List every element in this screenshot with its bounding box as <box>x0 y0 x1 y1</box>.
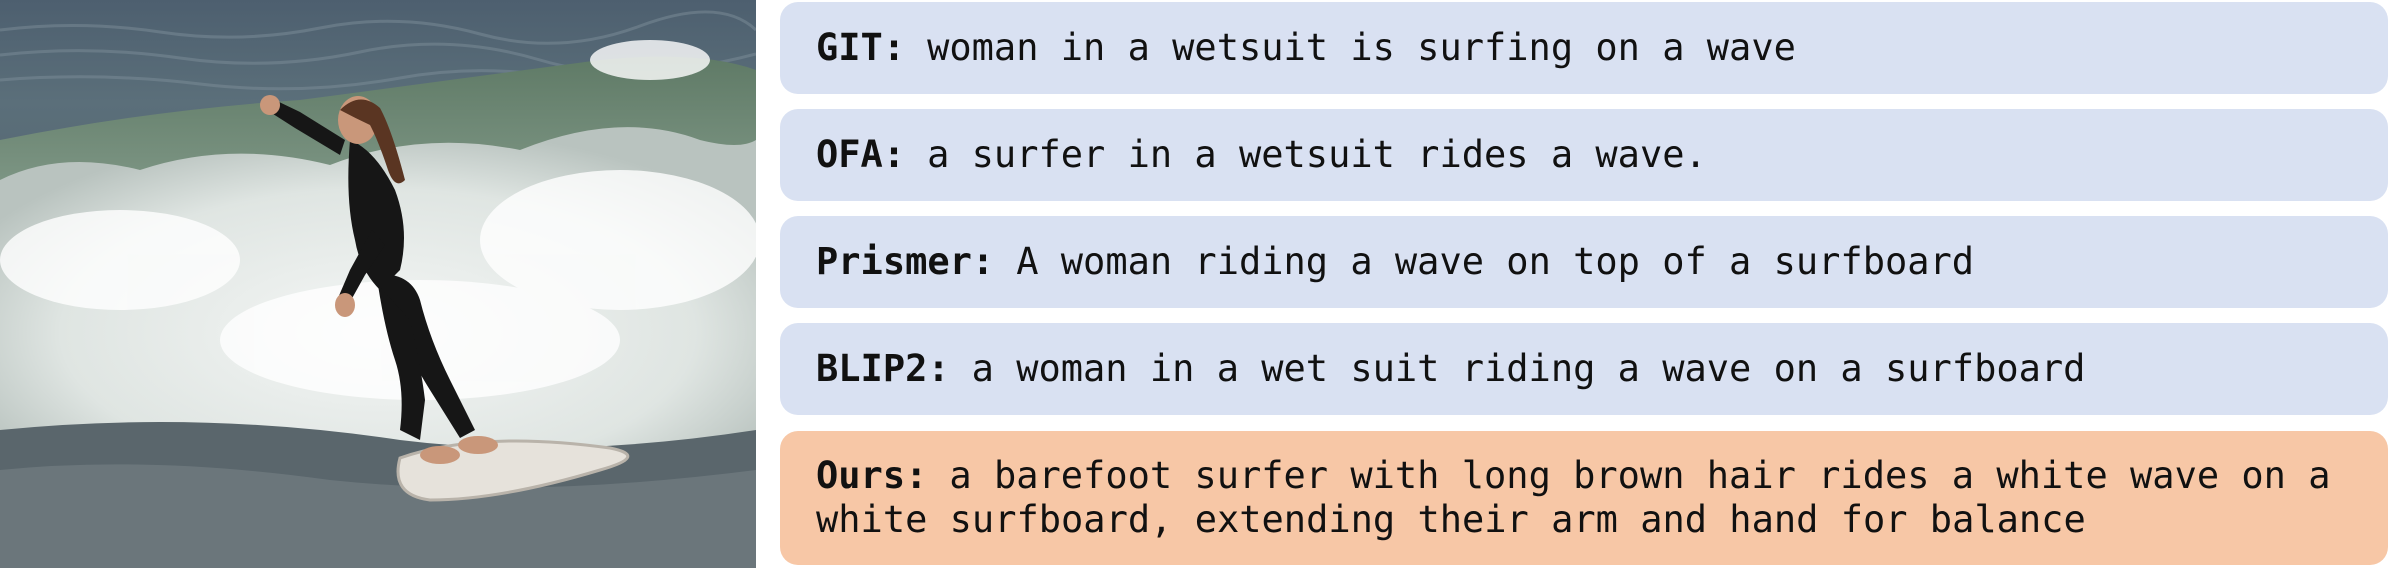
caption-text: a barefoot surfer with long brown hair rides a white wave on a white surfboard, extending their arm and hand for balance <box>816 454 2331 541</box>
caption-box-git <box>780 2 2388 94</box>
surfer-illustration <box>0 0 756 568</box>
surfer-photo <box>0 0 756 568</box>
captions-panel <box>780 0 2392 568</box>
model-label: Ours: <box>816 454 928 497</box>
caption-text: a surfer in a wetsuit rides a wave. <box>927 133 1707 176</box>
caption-text: A woman riding a wave on top of a surfboard <box>1016 240 1975 283</box>
model-label: OFA: <box>816 133 906 176</box>
caption-box-blip2 <box>780 323 2388 415</box>
model-label: BLIP2: <box>816 347 950 390</box>
caption-box-prismer <box>780 216 2388 308</box>
caption-text: a woman in a wet suit riding a wave on a surfboard <box>971 347 2086 390</box>
caption-box-ofa <box>780 109 2388 201</box>
caption-text: woman in a wetsuit is surfing on a wave <box>927 26 1796 69</box>
model-label: Prismer: <box>816 240 995 283</box>
caption-box-ours <box>780 431 2388 565</box>
model-label: GIT: <box>816 26 906 69</box>
